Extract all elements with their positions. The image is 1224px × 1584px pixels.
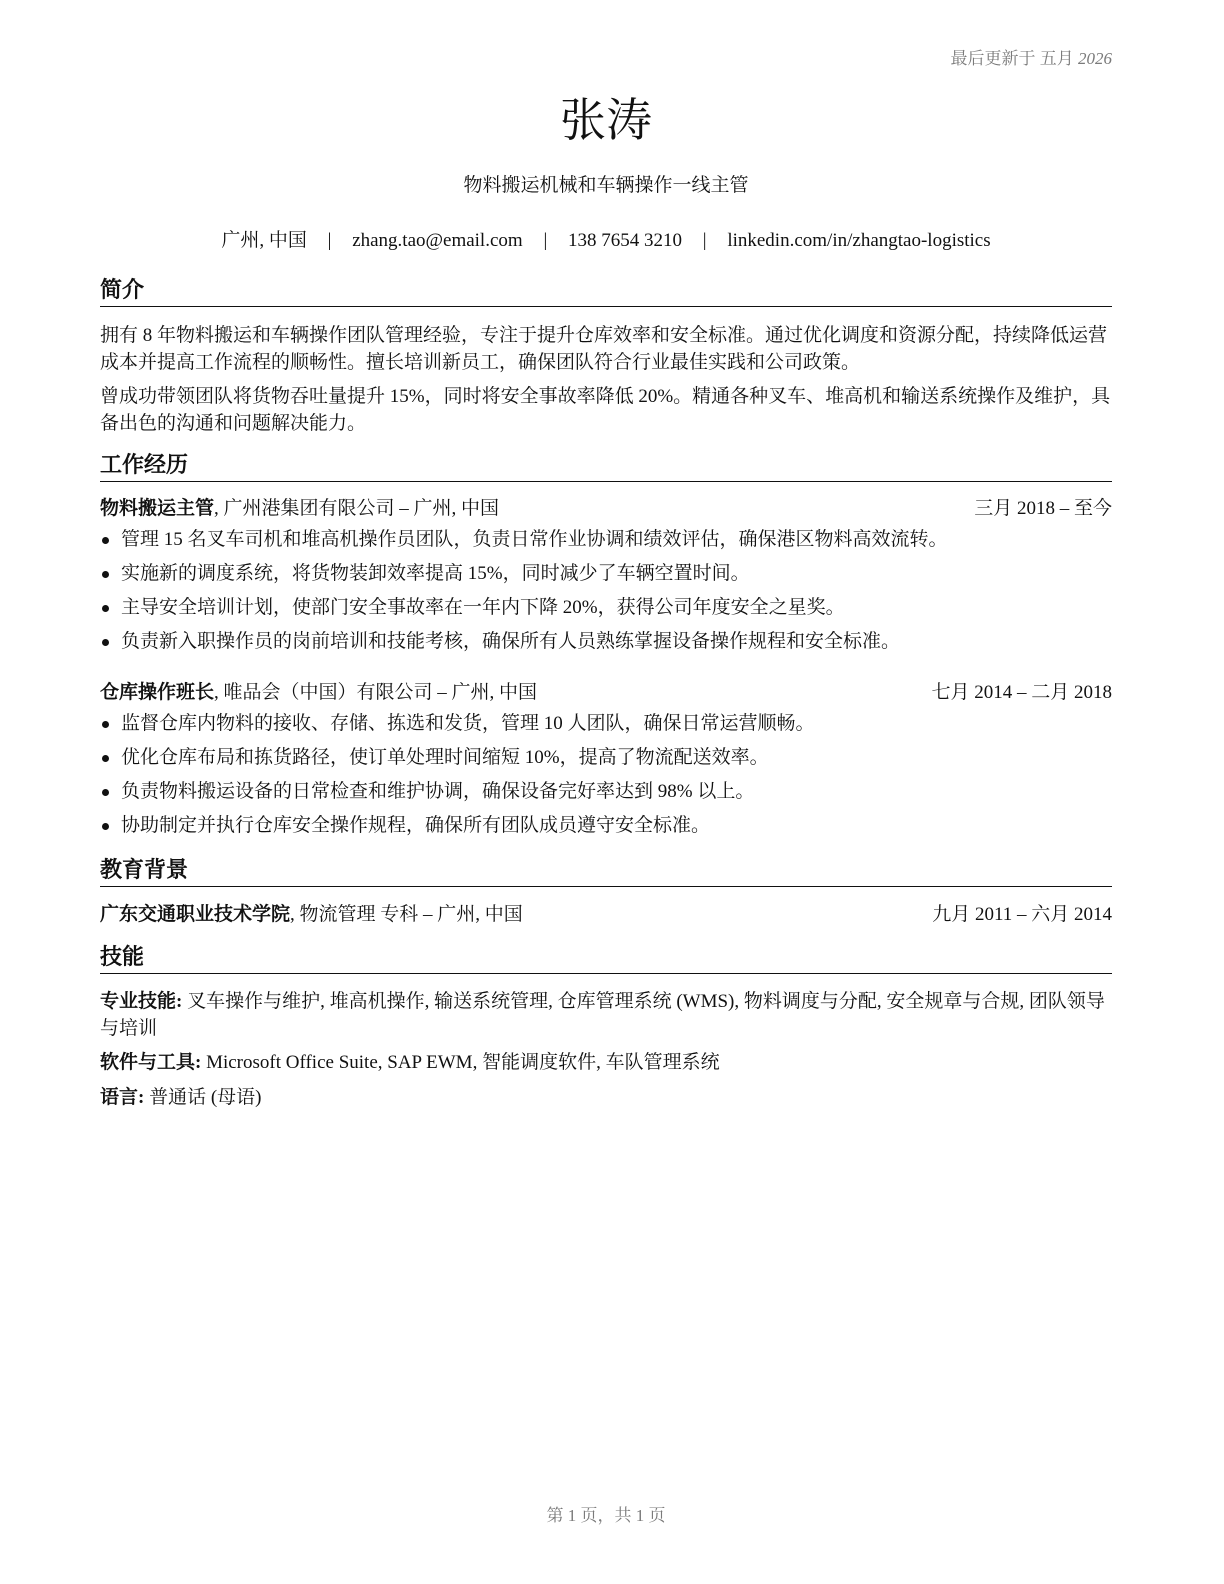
job-header xyxy=(100,680,1112,706)
last-updated xyxy=(951,44,1113,69)
contact-line xyxy=(100,225,1112,252)
page-number: 第 1 页，共 1 页 xyxy=(546,1506,666,1525)
job-bullet: 管理 15 名叉车司机和堆高机操作员团队，负责日常作业协调和绩效评估，确保港区物料高效流转。 xyxy=(100,527,1112,553)
job-dates: 七月 2014 – 二月 2018 xyxy=(931,682,1112,703)
skill-label: 专业技能: xyxy=(100,991,183,1012)
education-school: 广东交通职业技术学院 xyxy=(100,904,291,925)
job-role: 物料搬运主管 xyxy=(100,498,215,519)
job-header xyxy=(100,496,1112,522)
summary-paragraph: 曾成功带领团队将货物吞吐量提升 15%，同时将安全事故率降低 20%。精通各种叉车、堆高机和输送系统操作及维护，具备出色的沟通和问题解决能力。 xyxy=(100,386,1111,434)
section-title-skills: 技能 xyxy=(100,944,1112,974)
section-title-education: 教育背景 xyxy=(100,857,1112,887)
skill-value: 叉车操作与维护, 堆高机操作, 输送系统管理, 仓库管理系统 (WMS), 物料调度与分配, 安全规章与合规, 团队领导与培训 xyxy=(100,991,1105,1039)
job-bullet: 负责物料搬运设备的日常检查和维护协调，确保设备完好率达到 98% 以上。 xyxy=(100,779,1112,805)
job-org: , 唯品会（中国）有限公司 – 广州, 中国 xyxy=(214,682,538,703)
job-org: , 广州港集团有限公司 – 广州, 中国 xyxy=(214,498,500,519)
skill-value: 普通话 (母语) xyxy=(144,1087,262,1108)
job-bullets xyxy=(100,711,1112,847)
skill-label: 语言: xyxy=(100,1087,145,1108)
education-detail: , 物流管理 专科 – 广州, 中国 xyxy=(290,904,523,925)
education-dates: 九月 2011 – 六月 2014 xyxy=(932,904,1112,925)
skill-line xyxy=(100,1084,1112,1111)
candidate-name: 张涛 xyxy=(560,93,652,147)
contact-separator: | xyxy=(543,230,548,251)
education-entry xyxy=(100,902,1112,928)
job-bullet: 协助制定并执行仓库安全操作规程，确保所有团队成员遵守安全标准。 xyxy=(100,813,1112,839)
job-bullet: 主导安全培训计划，使部门安全事故率在一年内下降 20%，获得公司年度安全之星奖。 xyxy=(100,595,1112,621)
contact-phone: 138 7654 3210 xyxy=(568,230,682,251)
job-bullet: 负责新入职操作员的岗前培训和技能考核，确保所有人员熟练掌握设备操作规程和安全标准。 xyxy=(100,629,1112,655)
skill-line xyxy=(100,988,1112,1042)
section-title-experience: 工作经历 xyxy=(100,452,1112,482)
last-updated-label: 最后更新于 xyxy=(950,49,1036,68)
candidate-title: 物料搬运机械和车辆操作一线主管 xyxy=(463,175,749,196)
contact-linkedin[interactable]: linkedin.com/in/zhangtao-logistics xyxy=(727,230,991,251)
section-title-summary: 简介 xyxy=(100,277,1112,307)
skill-value: Microsoft Office Suite, SAP EWM, 智能调度软件, 车队管理系统 xyxy=(201,1052,720,1073)
job-bullet: 优化仓库布局和拣货路径，使订单处理时间缩短 10%，提高了物流配送效率。 xyxy=(100,745,1112,771)
skill-label: 软件与工具: xyxy=(100,1052,202,1073)
resume-page xyxy=(100,0,1112,1584)
job-bullet: 实施新的调度系统，将货物装卸效率提高 15%，同时减少了车辆空置时间。 xyxy=(100,561,1112,587)
summary-paragraph: 拥有 8 年物料搬运和车辆操作团队管理经验，专注于提升仓库效率和安全标准。通过优化调度和资源分配，持续降低运营成本并提高工作流程的顺畅性。擅长培训新员工，确保团队符合行业最佳实践和公司政策。 xyxy=(100,325,1108,373)
skill-line xyxy=(100,1049,1112,1076)
job-role: 仓库操作班长 xyxy=(100,682,215,703)
contact-separator: | xyxy=(702,230,707,251)
job-dates: 三月 2018 – 至今 xyxy=(974,498,1112,519)
contact-location: 广州, 中国 xyxy=(221,230,307,251)
contact-email[interactable]: zhang.tao@email.com xyxy=(352,230,523,251)
last-updated-year: 2026 xyxy=(1078,49,1112,68)
job-bullet: 监督仓库内物料的接收、存储、拣选和发货，管理 10 人团队，确保日常运营顺畅。 xyxy=(100,711,1112,737)
job-bullets xyxy=(100,527,1112,663)
contact-separator: | xyxy=(327,230,332,251)
last-updated-month: 五月 xyxy=(1039,49,1074,68)
